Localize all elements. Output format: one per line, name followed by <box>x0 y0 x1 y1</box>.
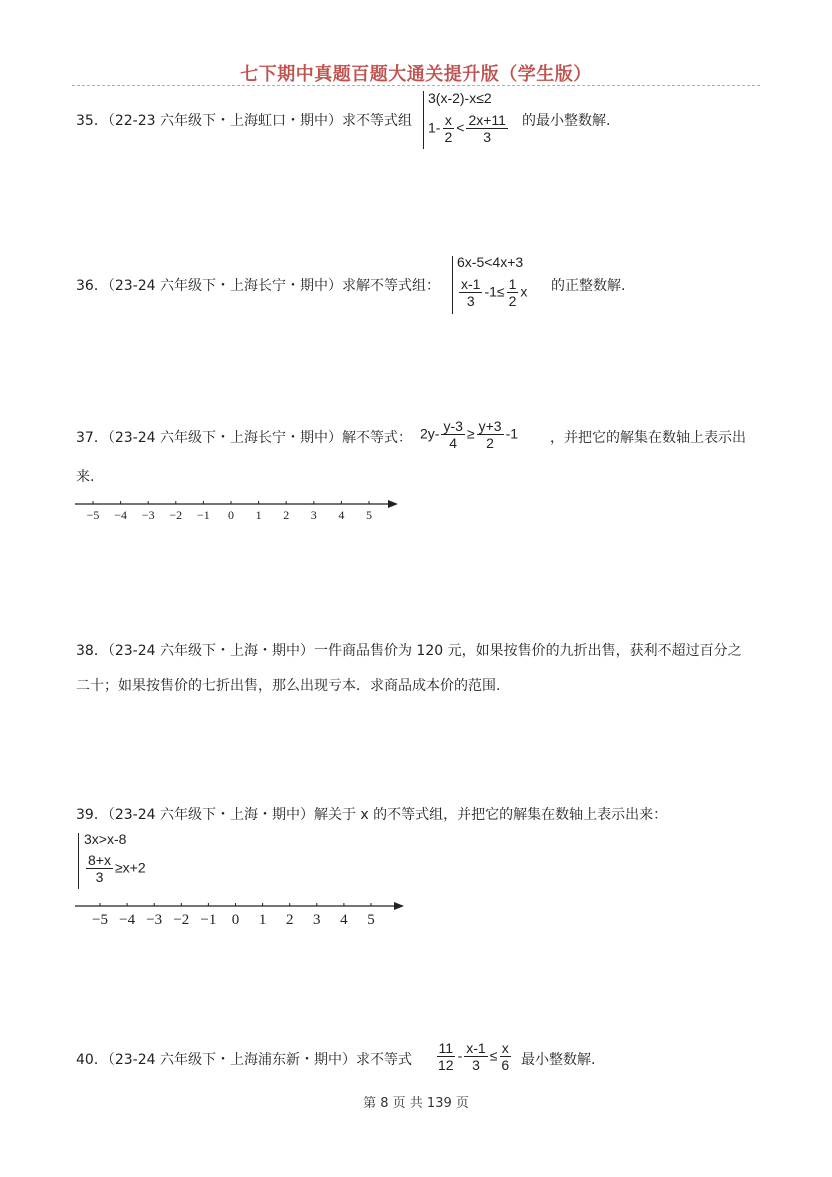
question-number: 35． <box>76 113 108 129</box>
system-brace <box>452 256 453 314</box>
question-prompt: 求不等式组 <box>341 113 412 129</box>
tick-label: −5 <box>92 912 108 928</box>
question-suffix: ，并把它的解集在数轴上表示出 <box>550 430 746 446</box>
axis-arrow <box>388 500 398 508</box>
tick-label: −1 <box>200 912 217 928</box>
fraction: $\frac{y+3}{2}$ <box>478 418 502 452</box>
expr-tail: -1 <box>505 425 519 442</box>
page-header-title: 七下期中真题百题大通关提升版（学生版） <box>240 64 592 85</box>
tick-label: −3 <box>141 508 155 522</box>
header-divider <box>72 85 760 86</box>
system-brace <box>423 91 424 149</box>
question-40 <box>76 1049 412 1069</box>
question-source: （23-24 六年级下・上海・期中） <box>107 807 314 823</box>
question-prompt: 解关于 x 的不等式组，并把它的解集在数轴上表示出来： <box>313 807 668 823</box>
question-suffix: 的最小整数解. <box>522 113 611 129</box>
fraction: $\frac{8+x}{3}$ <box>88 852 111 886</box>
tick-label: −3 <box>146 912 163 928</box>
question-prompt: 求解不等式组： <box>341 278 440 294</box>
expr-operator: < <box>456 119 465 136</box>
question-number: 37． <box>76 430 108 446</box>
question-suffix: 的正整数解. <box>551 278 626 294</box>
system-line-1: 3(x-2)-x≤2 <box>428 90 492 106</box>
system-line-1: 6x-5<4x+3 <box>457 254 524 270</box>
tick-label: 5 <box>366 508 372 522</box>
question-36 <box>76 275 440 295</box>
tick-label: 4 <box>340 912 348 928</box>
question-35 <box>76 110 412 130</box>
tick-label: 2 <box>283 508 290 522</box>
fraction: $\frac{11}{12}$ <box>438 1040 454 1074</box>
expr-operator: ≤ <box>489 1047 498 1064</box>
tick-label: 1 <box>255 508 262 522</box>
page-footer: 第 8 页 共 139 页 <box>363 1096 469 1111</box>
question-source: （23-24 六年级下・上海长宁・期中） <box>107 430 342 446</box>
tick-label: −1 <box>197 508 210 522</box>
system-line-2 <box>84 852 146 885</box>
fraction: $\frac{x-1}{3}$ <box>461 276 481 310</box>
tick-label: −4 <box>114 508 127 522</box>
fraction: $\frac{x-1}{3}$ <box>466 1040 486 1074</box>
fraction: $\frac{y-3}{4}$ <box>443 418 463 452</box>
system-line-2 <box>428 112 510 145</box>
question-text-line-2: 二十；如果按售价的七折出售，那么出现亏本．求商品成本价的范围. <box>76 678 501 694</box>
question-37 <box>76 427 412 447</box>
tick-label: 4 <box>338 508 345 522</box>
question-38 <box>76 640 742 660</box>
tick-label: −4 <box>119 912 136 928</box>
question-continuation: 来. <box>76 469 95 485</box>
expr-tail: x <box>520 283 528 300</box>
expr-operator: -1≤ <box>484 283 505 300</box>
tick-label: 3 <box>313 912 321 928</box>
question-number: 39． <box>76 807 108 823</box>
fraction: $\frac{2x+11}{3}$ <box>468 112 506 146</box>
question-source: （23-24 六年级下・上海浦东新・期中） <box>107 1052 356 1068</box>
question-source: （23-24 六年级下・上海・期中） <box>107 643 314 659</box>
tick-label: 3 <box>310 508 317 522</box>
tick-label: −2 <box>173 912 190 928</box>
tick-label: 0 <box>231 912 240 928</box>
question-source: （22-23 六年级下・上海虹口・期中） <box>107 113 342 129</box>
tick-label: 5 <box>367 912 375 928</box>
tick-label: −2 <box>169 508 183 522</box>
tick-label: 1 <box>258 912 267 928</box>
question-source: （23-24 六年级下・上海长宁・期中） <box>107 278 342 294</box>
number-line-2 <box>70 897 415 931</box>
inequality-expression <box>434 1040 513 1073</box>
system-line-1: 3x>x-8 <box>84 831 127 847</box>
question-number: 36． <box>76 278 108 294</box>
question-39 <box>76 804 667 824</box>
expr-lead: 1- <box>428 119 441 136</box>
axis-arrow <box>394 902 404 910</box>
fraction: $\frac{1}{2}$ <box>508 276 517 310</box>
question-suffix: 最小整数解. <box>521 1052 596 1068</box>
fraction: $\frac{x}{2}$ <box>444 112 453 146</box>
tick-label: −5 <box>86 508 100 522</box>
tick-label: 2 <box>285 912 294 928</box>
expr-lead: 2y- <box>420 425 440 442</box>
question-number: 38． <box>76 643 108 659</box>
question-prompt: 求不等式 <box>355 1052 412 1068</box>
question-prompt: 解不等式： <box>341 430 412 446</box>
expr-operator: ≥ <box>466 425 475 442</box>
expr-operator: - <box>457 1047 463 1064</box>
system-line-2 <box>457 276 527 309</box>
question-text-line-1: 一件商品售价为 120 元，如果按售价的九折出售，获利不超过百分之 <box>313 643 742 659</box>
number-line-1 <box>70 495 410 527</box>
expr-tail: ≥x+2 <box>114 859 146 876</box>
question-number: 40． <box>76 1052 108 1068</box>
fraction: $\frac{x}{6}$ <box>501 1040 510 1074</box>
inequality-expression <box>420 418 518 451</box>
system-brace <box>78 833 79 889</box>
tick-label: 0 <box>228 508 234 522</box>
